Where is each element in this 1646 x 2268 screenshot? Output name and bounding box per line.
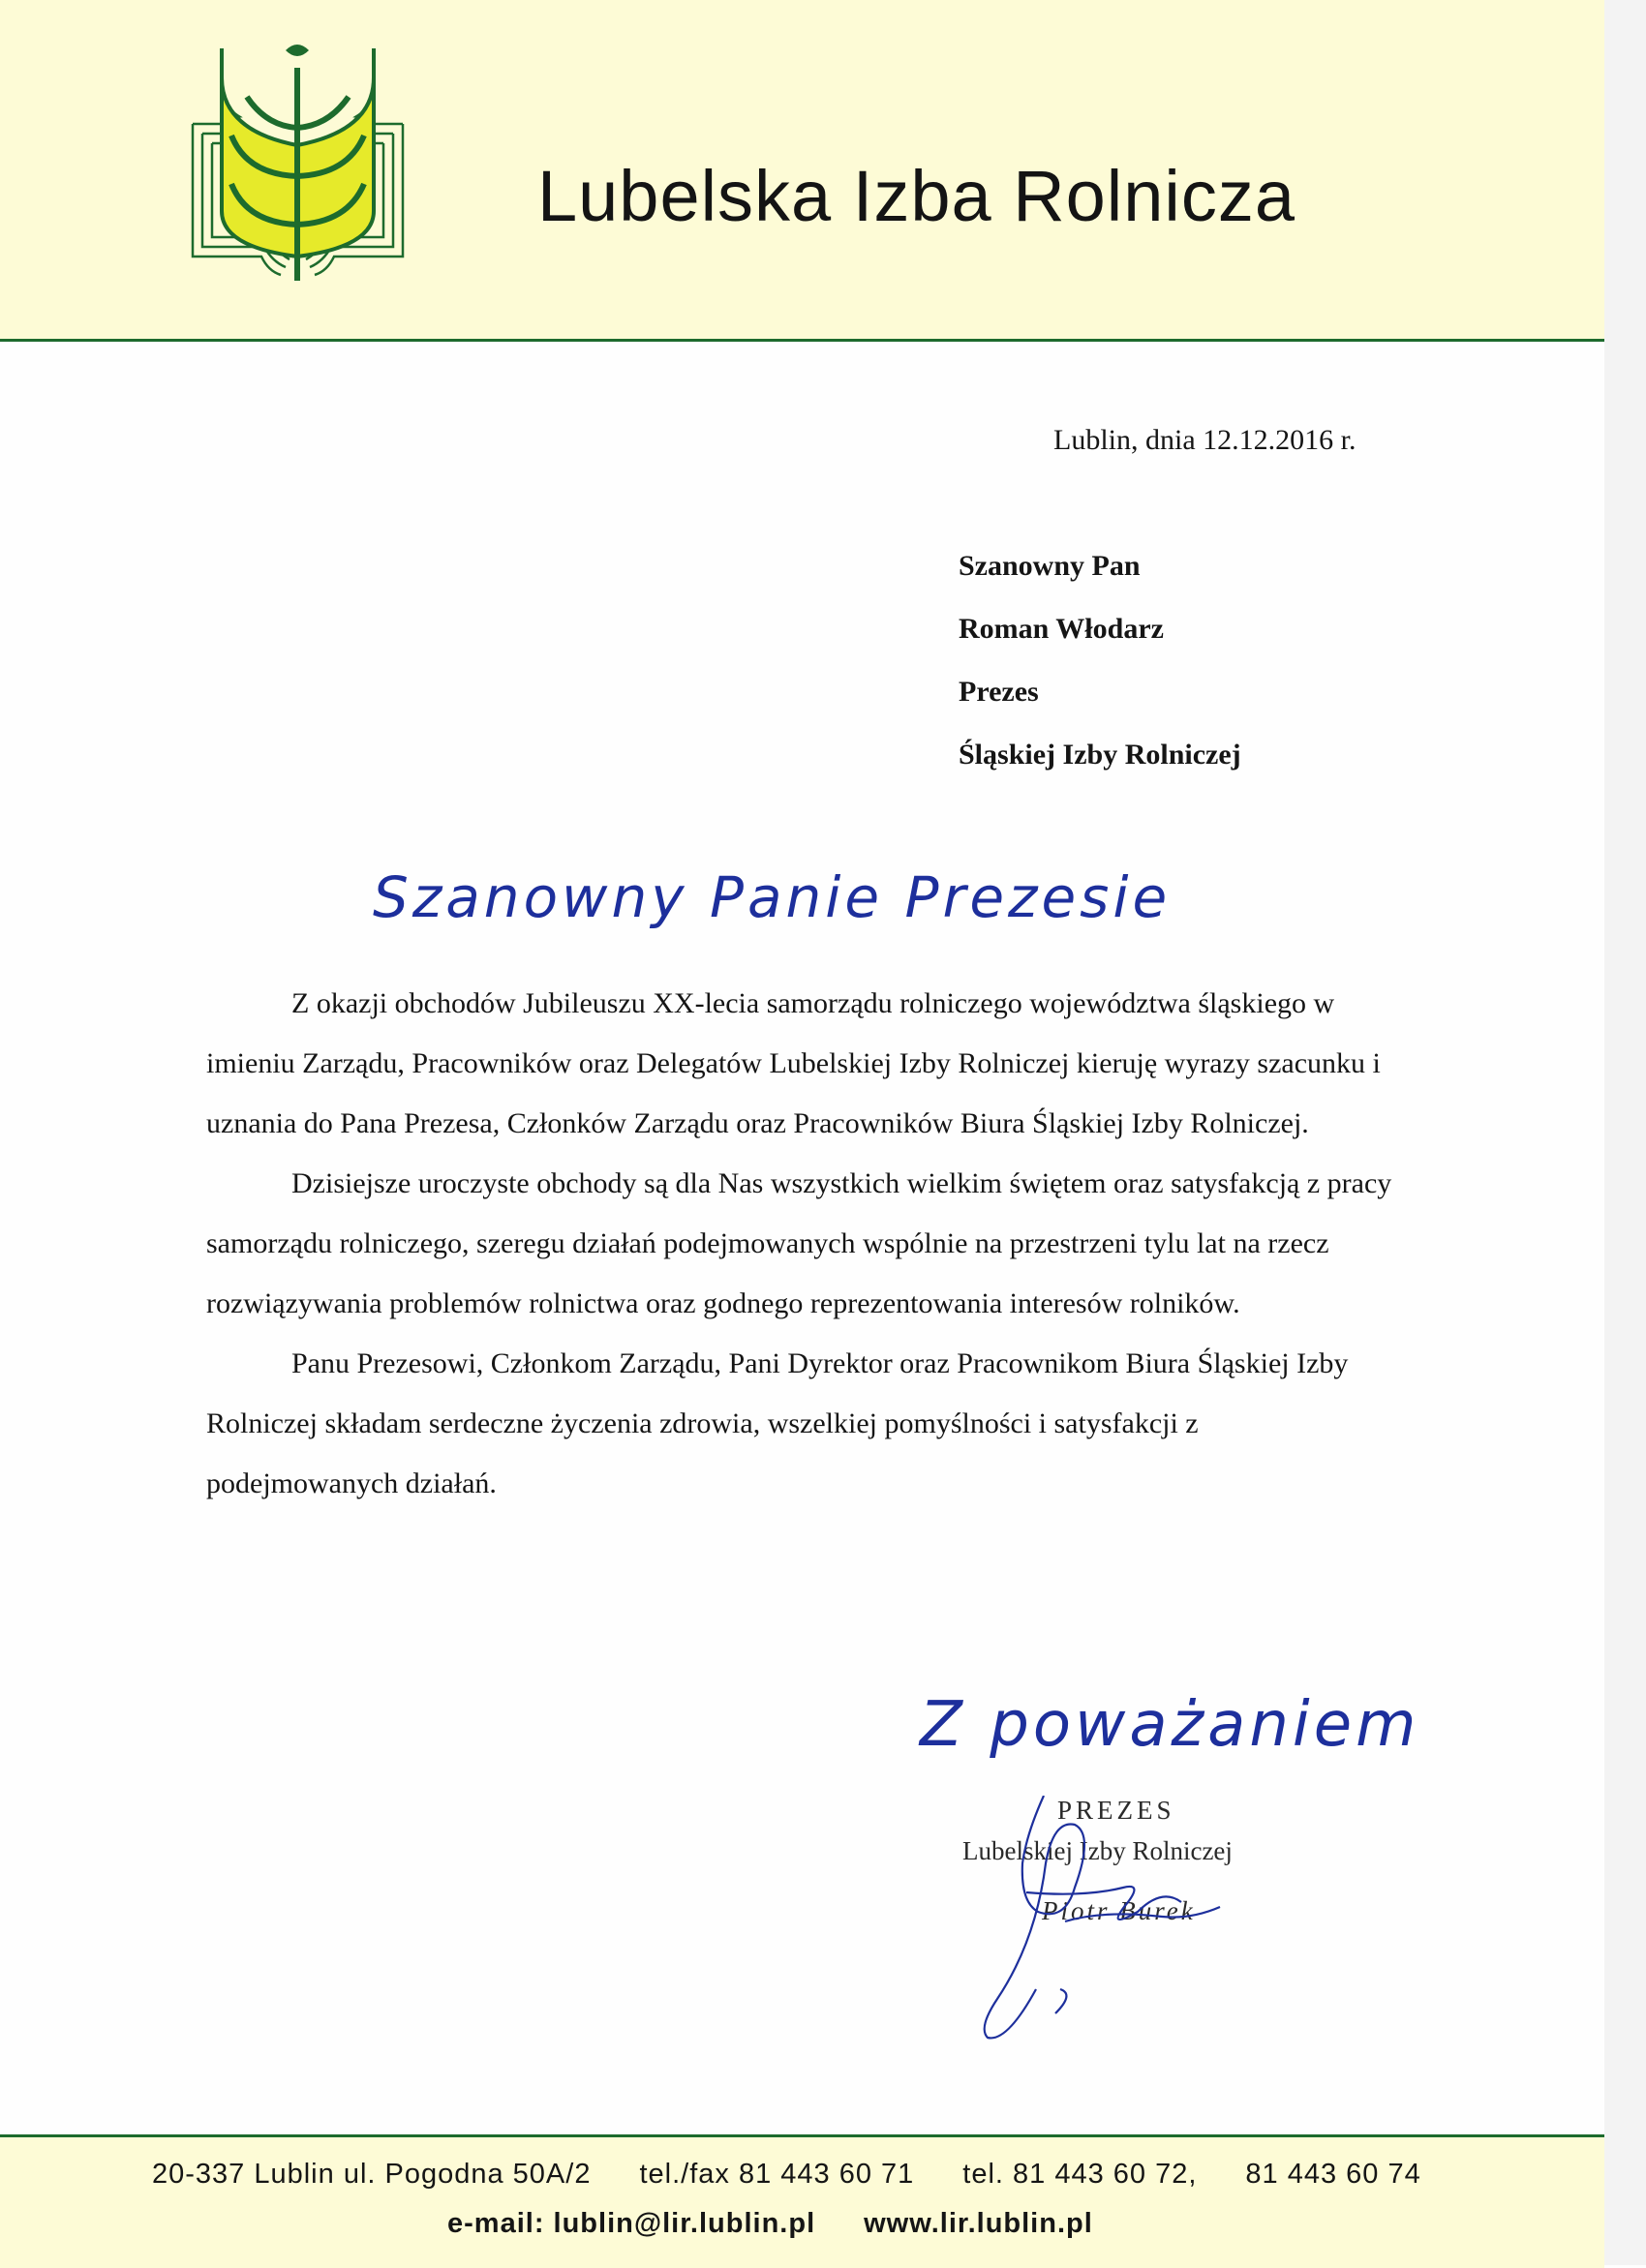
addressee-line: Szanowny Pan	[959, 550, 1141, 582]
body-paragraph: Panu Prezesowi, Członkom Zarządu, Pani Dyrektor oraz Pracownikom Biura Śląskiej Izby Rolniczej składam serdeczne życzenia zdrowia, wszelkiej pomyślności i satysfakcji z podejmowanych działań.	[206, 1347, 1349, 1499]
handwritten-signature	[930, 1796, 1297, 2076]
web-line	[447, 2208, 1093, 2240]
body-paragraph: Z okazji obchodów Jubileuszu XX-lecia samorządu rolniczego województwa śląskiego w imieniu Zarządu, Pracowników oraz Delegatów Lubelskiej Izby Rolniczej kieruję wyrazy szacunku i uznania do Pana Prezesa, Członków Zarządu oraz Pracowników Biura Śląskiej Izby Rolniczej.	[206, 987, 1381, 1139]
stamp-organization: Lubelskiej Izby Rolniczej	[962, 1836, 1233, 1865]
addressee-block	[959, 550, 1241, 801]
body-paragraph: Dzisiejsze uroczyste obchody są dla Nas wszystkich wielkim świętem oraz satysfakcją z pracy samorządu rolniczego, szeregu działań podejmowanych wspólnie na przestrzeni tylu lat na rzecz rozwiązywania problemów rolnictwa oraz godnego reprezentowania interesów rolników.	[206, 1167, 1392, 1319]
letter-date: Lublin, dnia 12.12.2016 r.	[1053, 424, 1356, 456]
phone-fax: tel./fax 81 443 60 71	[639, 2159, 915, 2190]
organization-name: Lubelska Izba Rolnicza	[537, 156, 1295, 236]
handwritten-closing: Z poważaniem	[920, 1689, 1420, 1761]
addressee-line: Prezes	[959, 676, 1039, 708]
addressee-line: Roman Włodarz	[959, 613, 1164, 645]
signature-stamp	[930, 1796, 1297, 2076]
phone-extra: 81 443 60 74	[1245, 2159, 1421, 2190]
stamp-name: Piotr Burek	[1042, 1896, 1196, 1925]
page-edge-shadow	[1604, 0, 1646, 2265]
letterhead	[0, 0, 1604, 342]
website-link[interactable]: www.lir.lublin.pl	[864, 2208, 1093, 2239]
wheat-ear-book-logo	[189, 39, 407, 308]
letter-body	[206, 974, 1397, 1514]
stamp-title: PREZES	[1057, 1796, 1175, 1825]
email-address[interactable]: e-mail: lublin@lir.lublin.pl	[447, 2208, 816, 2239]
letterhead-footer	[0, 2134, 1604, 2268]
contact-line	[152, 2159, 1421, 2191]
handwritten-salutation: Szanowny Panie Prezesie	[373, 864, 1172, 930]
postal-address: 20-337 Lublin ul. Pogodna 50A/2	[152, 2159, 592, 2190]
addressee-line: Śląskiej Izby Rolniczej	[959, 739, 1241, 771]
phone-numbers: tel. 81 443 60 72,	[962, 2159, 1198, 2190]
